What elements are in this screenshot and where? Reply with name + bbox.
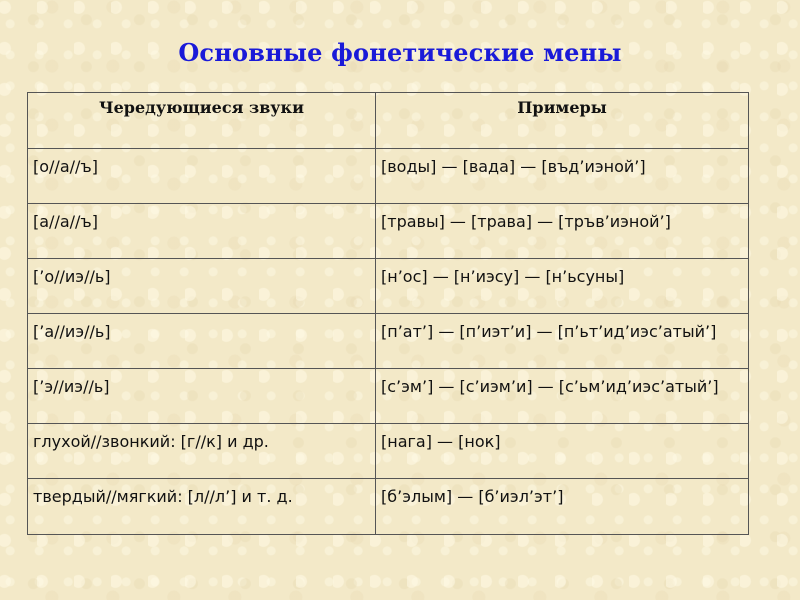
- sounds-cell: твердый//мягкий: [л//л’] и т. д.: [28, 479, 376, 535]
- sounds-cell: [’о//иэ//ь]: [28, 259, 376, 314]
- examples-cell: [с’эм’] — [с’иэм’и] — [с’ьм’ид’иэс’атый’]: [376, 369, 749, 424]
- table-row: [28, 149, 749, 204]
- table-header-row: [28, 93, 749, 149]
- table-row: [28, 424, 749, 479]
- examples-cell: [воды] — [вада] — [въд’иэной’]: [376, 149, 749, 204]
- table-row: [28, 204, 749, 259]
- alternations-table: [27, 92, 749, 535]
- examples-cell: [травы] — [трава] — [тръв’иэной’]: [376, 204, 749, 259]
- sounds-cell: [’а//иэ//ь]: [28, 314, 376, 369]
- examples-cell: [б’элым] — [б’иэл’эт’]: [376, 479, 749, 535]
- examples-cell: [нага] — [нок]: [376, 424, 749, 479]
- sounds-cell: [а//а//ъ]: [28, 204, 376, 259]
- table-row: [28, 314, 749, 369]
- table-row: [28, 479, 749, 535]
- column-header-sounds: Чередующиеся звуки: [28, 93, 376, 149]
- table-row: [28, 369, 749, 424]
- sounds-cell: глухой//звонкий: [г//к] и др.: [28, 424, 376, 479]
- table-row: [28, 259, 749, 314]
- examples-cell: [п’ат’] — [п’иэт’и] — [п’ьт’ид’иэс’атый’]: [376, 314, 749, 369]
- slide-title: Основные фонетические мены: [178, 38, 622, 67]
- column-header-examples: Примеры: [376, 93, 749, 149]
- sounds-cell: [о//а//ъ]: [28, 149, 376, 204]
- sounds-cell: [’э//иэ//ь]: [28, 369, 376, 424]
- examples-cell: [н’ос] — [н’иэсу] — [н’ьсуны]: [376, 259, 749, 314]
